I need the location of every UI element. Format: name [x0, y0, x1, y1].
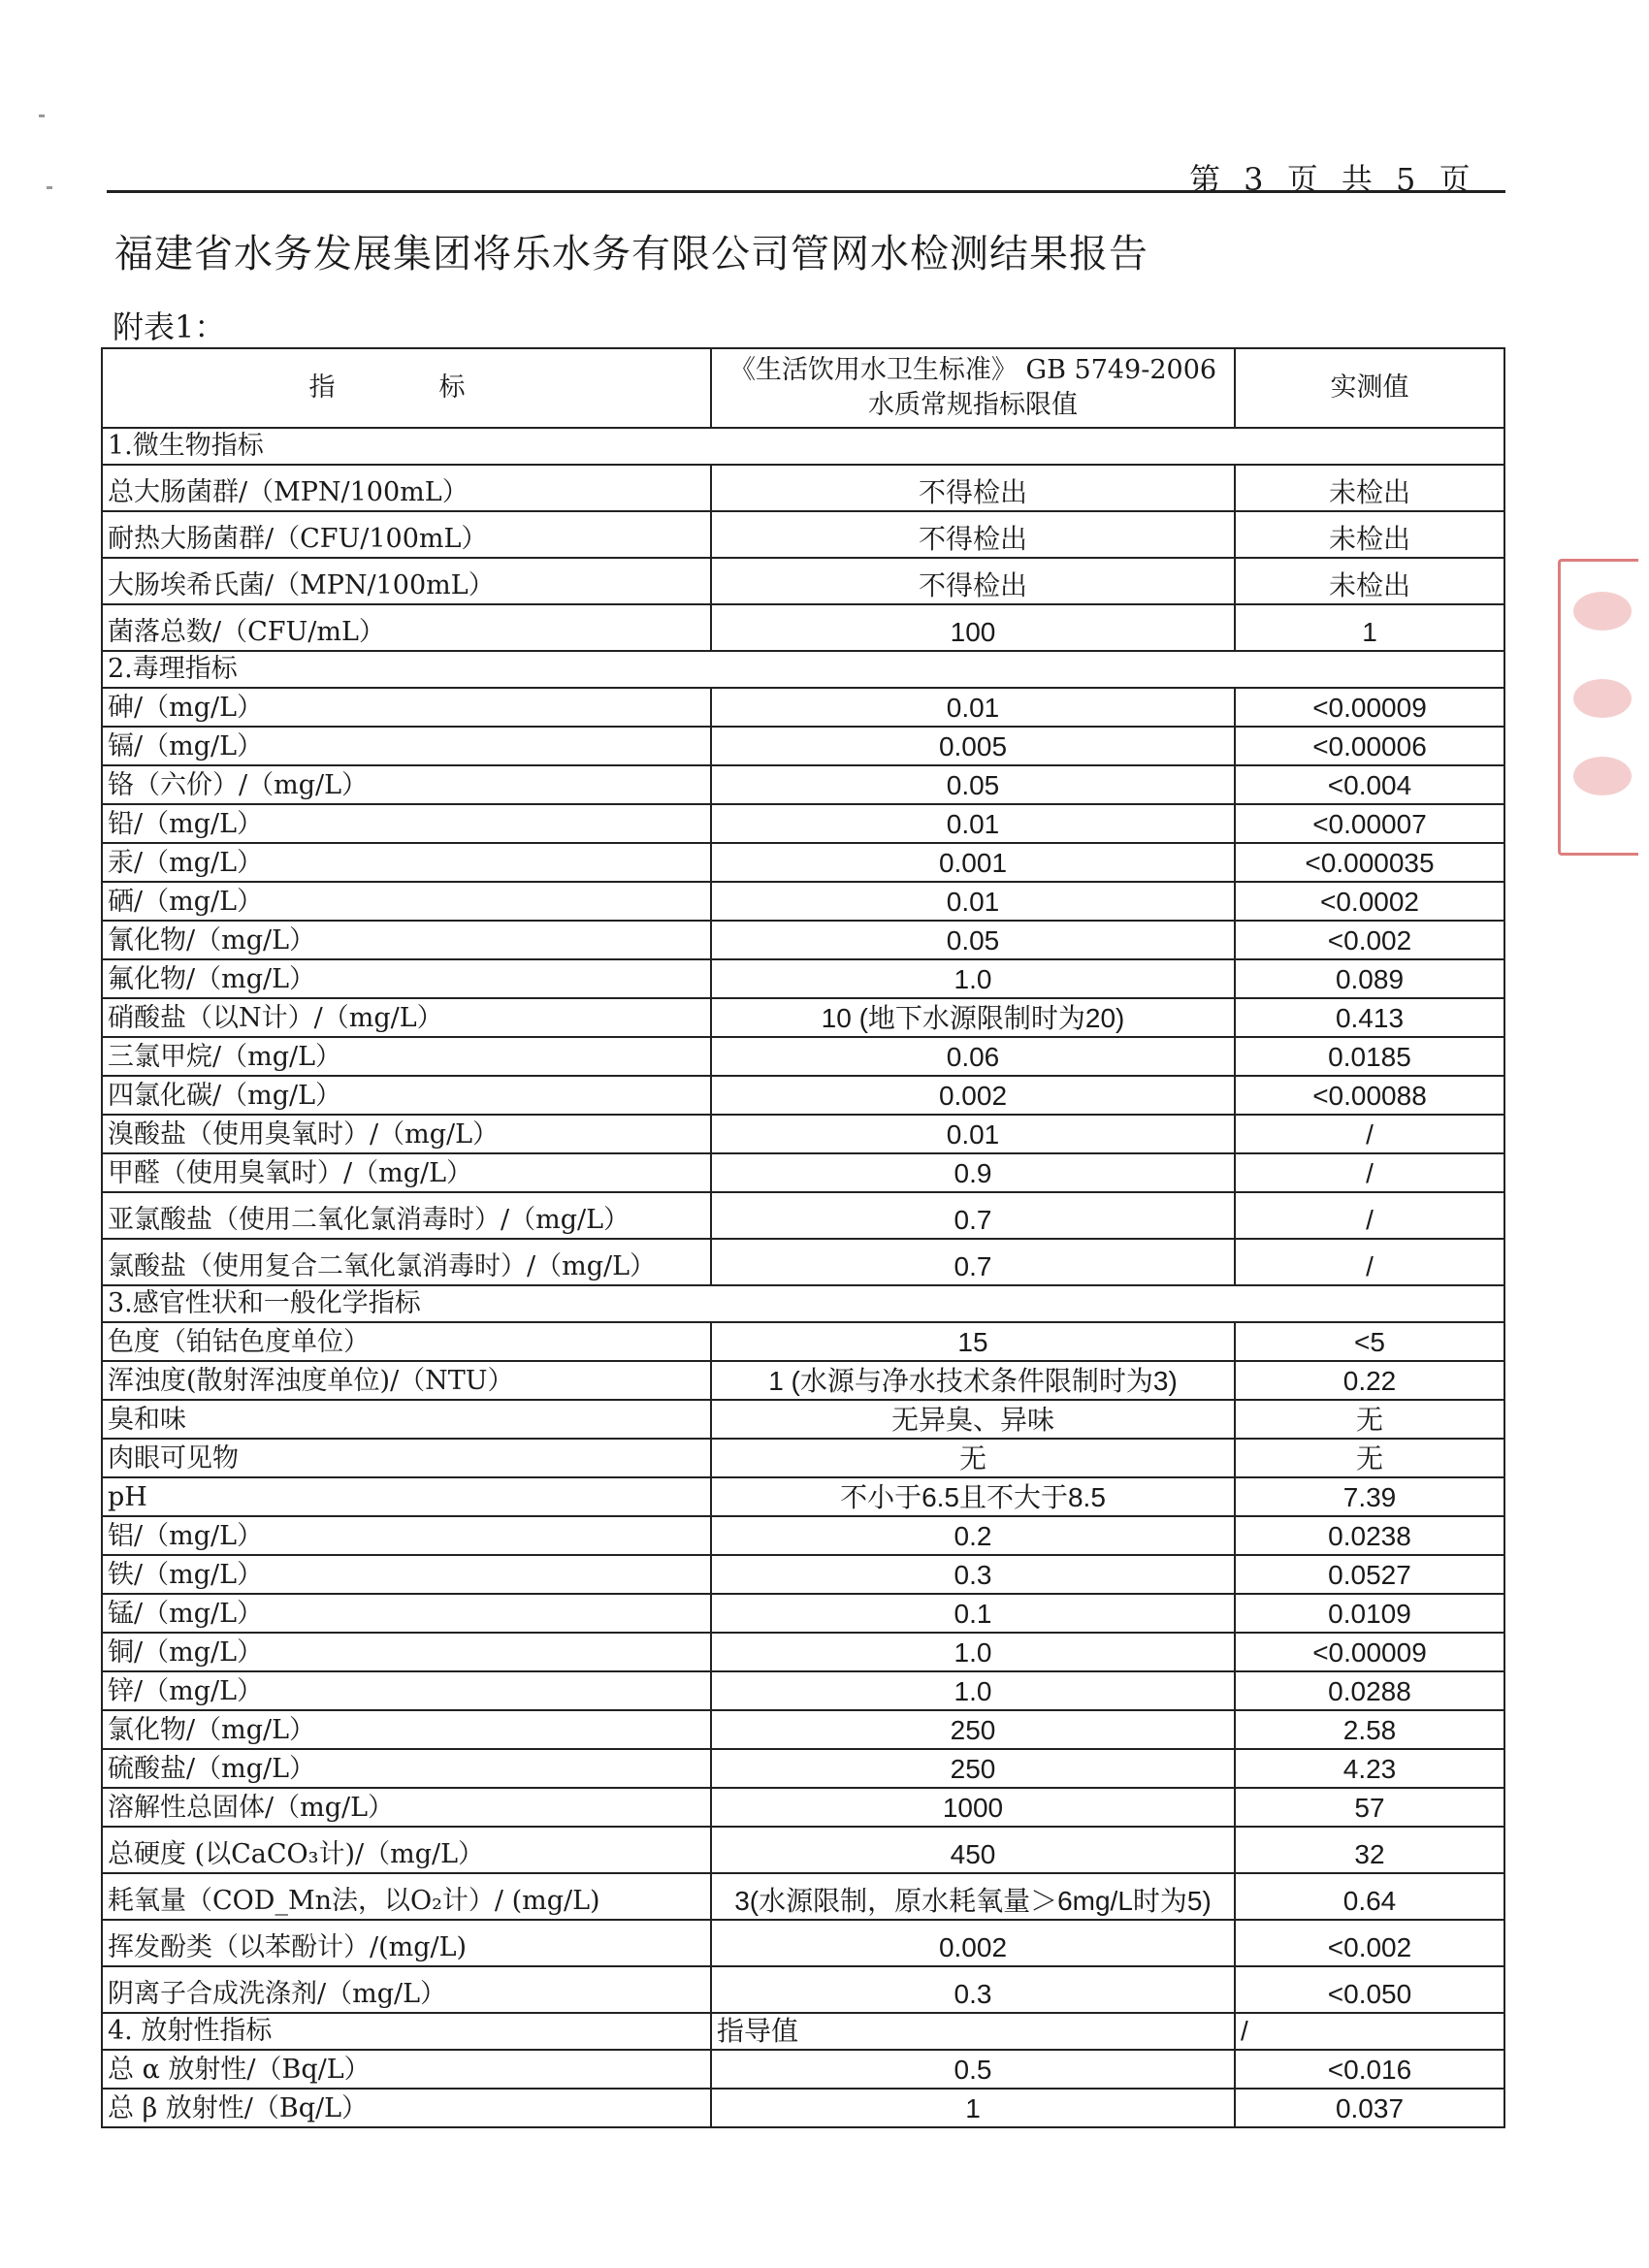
- table-row: [102, 1555, 1504, 1594]
- scan-mark: [47, 186, 52, 189]
- report-title: 福建省水务发展集团将乐水务有限公司管网水检测结果报告: [114, 232, 1148, 276]
- indicator-name: 挥发酚类（以苯酚计）/(mg/L): [102, 1920, 711, 1966]
- standard-limit: 15: [711, 1322, 1235, 1361]
- indicator-name: 亚氯酸盐（使用二氧化氯消毒时）/（mg/L）: [102, 1192, 711, 1239]
- section-row: [102, 428, 1504, 465]
- table-row: [102, 1594, 1504, 1633]
- indicator-name: 总大肠菌群/（MPN/100mL）: [102, 465, 711, 511]
- standard-limit: 1.0: [711, 1633, 1235, 1671]
- standard-limit: 0.05: [711, 921, 1235, 959]
- section-row: [102, 2013, 1504, 2050]
- indicator-name: 汞/（mg/L）: [102, 843, 711, 882]
- standard-limit: 1 (水源与净水技术条件限制时为3): [711, 1361, 1235, 1400]
- table-row: [102, 1966, 1504, 2013]
- section-title: 3.感官性状和一般化学指标: [102, 1285, 1504, 1322]
- table-row: [102, 1439, 1504, 1477]
- measured-value: 1: [1235, 604, 1504, 651]
- table-row: [102, 688, 1504, 727]
- measured-value: 0.413: [1235, 998, 1504, 1037]
- indicator-name: 四氯化碳/（mg/L）: [102, 1076, 711, 1115]
- standard-limit: 0.05: [711, 765, 1235, 804]
- indicator-name: 菌落总数/（CFU/mL）: [102, 604, 711, 651]
- table-row: [102, 765, 1504, 804]
- scan-mark: [39, 114, 45, 117]
- table-row: [102, 1827, 1504, 1873]
- standard-limit: 0.005: [711, 727, 1235, 765]
- standard-limit: 0.01: [711, 882, 1235, 921]
- table-row: [102, 1788, 1504, 1827]
- measured-value: <0.016: [1235, 2050, 1504, 2089]
- indicator-name: 铝/（mg/L）: [102, 1516, 711, 1555]
- table-row: [102, 1361, 1504, 1400]
- standard-limit: 0.1: [711, 1594, 1235, 1633]
- table-row: [102, 843, 1504, 882]
- seal-ink-mark: [1573, 592, 1632, 631]
- measured-value: <0.004: [1235, 765, 1504, 804]
- indicator-name: 溴酸盐（使用臭氧时）/（mg/L）: [102, 1115, 711, 1153]
- table-row: [102, 1633, 1504, 1671]
- indicator-name: 阴离子合成洗涤剂/（mg/L）: [102, 1966, 711, 2013]
- measured-value: 0.0185: [1235, 1037, 1504, 1076]
- standard-limit: 1.0: [711, 959, 1235, 998]
- section-limit: 指导值: [711, 2013, 1235, 2050]
- table-caption: 附表1：: [113, 308, 226, 345]
- seal-ink-mark: [1573, 679, 1632, 718]
- standard-limit: 0.9: [711, 1153, 1235, 1192]
- table-row: [102, 998, 1504, 1037]
- indicator-name: 总 α 放射性/（Bq/L）: [102, 2050, 711, 2089]
- indicator-name: 氯化物/（mg/L）: [102, 1710, 711, 1749]
- standard-limit: 不得检出: [711, 511, 1235, 558]
- measured-value: <0.000035: [1235, 843, 1504, 882]
- standard-limit: 0.01: [711, 804, 1235, 843]
- measured-value: /: [1235, 1192, 1504, 1239]
- table-row: [102, 1115, 1504, 1153]
- standard-limit: 250: [711, 1749, 1235, 1788]
- section-row: [102, 651, 1504, 688]
- measured-value: <0.00009: [1235, 688, 1504, 727]
- standard-limit: 0.01: [711, 1115, 1235, 1153]
- table-row: [102, 882, 1504, 921]
- indicator-name: 铜/（mg/L）: [102, 1633, 711, 1671]
- indicator-name: 溶解性总固体/（mg/L）: [102, 1788, 711, 1827]
- measured-value: <0.002: [1235, 1920, 1504, 1966]
- header-standard-line1: 《生活饮用水卫生标准》 GB 5749-2006: [728, 355, 1217, 385]
- measured-value: /: [1235, 1239, 1504, 1285]
- table-row: [102, 1749, 1504, 1788]
- indicator-name: 大肠埃希氏菌/（MPN/100mL）: [102, 558, 711, 604]
- section-title: 1.微生物指标: [102, 428, 1504, 465]
- indicator-name: 锌/（mg/L）: [102, 1671, 711, 1710]
- section-title: 4. 放射性指标: [102, 2013, 711, 2050]
- table-row: [102, 1239, 1504, 1285]
- measured-value: 0.089: [1235, 959, 1504, 998]
- indicator-name: 耗氧量（COD_Mn法，以O₂计）/ (mg/L): [102, 1873, 711, 1920]
- standard-limit: 0.7: [711, 1192, 1235, 1239]
- header-standard: [711, 348, 1235, 428]
- measured-value: 0.0527: [1235, 1555, 1504, 1594]
- indicator-name: 耐热大肠菌群/（CFU/100mL）: [102, 511, 711, 558]
- standard-limit: 0.01: [711, 688, 1235, 727]
- measured-value: <0.00009: [1235, 1633, 1504, 1671]
- table-row: [102, 1920, 1504, 1966]
- indicator-name: 总 β 放射性/（Bq/L）: [102, 2089, 711, 2127]
- header-indicator: 指 标: [102, 348, 711, 428]
- indicator-name: 氟化物/（mg/L）: [102, 959, 711, 998]
- indicator-name: 三氯甲烷/（mg/L）: [102, 1037, 711, 1076]
- indicator-name: 铅/（mg/L）: [102, 804, 711, 843]
- results-table: [101, 347, 1505, 2128]
- standard-limit: 100: [711, 604, 1235, 651]
- table-row: [102, 558, 1504, 604]
- standard-limit: 250: [711, 1710, 1235, 1749]
- section-value: /: [1235, 2013, 1504, 2050]
- table-row: [102, 1873, 1504, 1920]
- measured-value: <0.00006: [1235, 727, 1504, 765]
- section-title: 2.毒理指标: [102, 651, 1504, 688]
- header-rule: [107, 190, 1505, 193]
- measured-value: <0.0002: [1235, 882, 1504, 921]
- standard-limit: 1.0: [711, 1671, 1235, 1710]
- indicator-name: 氰化物/（mg/L）: [102, 921, 711, 959]
- table-row: [102, 1516, 1504, 1555]
- table-header-row: [102, 348, 1504, 428]
- measured-value: 32: [1235, 1827, 1504, 1873]
- measured-value: <0.00088: [1235, 1076, 1504, 1115]
- measured-value: /: [1235, 1153, 1504, 1192]
- standard-limit: 0.06: [711, 1037, 1235, 1076]
- section-row: [102, 1285, 1504, 1322]
- standard-limit: 450: [711, 1827, 1235, 1873]
- measured-value: 未检出: [1235, 511, 1504, 558]
- indicator-name: 总硬度 (以CaCO₃计)/（mg/L）: [102, 1827, 711, 1873]
- standard-limit: 0.7: [711, 1239, 1235, 1285]
- standard-limit: 无: [711, 1439, 1235, 1477]
- measured-value: 57: [1235, 1788, 1504, 1827]
- standard-limit: 1000: [711, 1788, 1235, 1827]
- table-row: [102, 2050, 1504, 2089]
- standard-limit: 0.5: [711, 2050, 1235, 2089]
- table-row: [102, 1322, 1504, 1361]
- table-row: [102, 1192, 1504, 1239]
- measured-value: 0.0238: [1235, 1516, 1504, 1555]
- standard-limit: 0.001: [711, 843, 1235, 882]
- measured-value: 无: [1235, 1400, 1504, 1439]
- standard-limit: 不得检出: [711, 558, 1235, 604]
- standard-limit: 0.002: [711, 1920, 1235, 1966]
- indicator-name: 氯酸盐（使用复合二氧化氯消毒时）/（mg/L）: [102, 1239, 711, 1285]
- indicator-name: 锰/（mg/L）: [102, 1594, 711, 1633]
- table-row: [102, 727, 1504, 765]
- standard-limit: 0.3: [711, 1555, 1235, 1594]
- table-row: [102, 1037, 1504, 1076]
- measured-value: <0.00007: [1235, 804, 1504, 843]
- table-row: [102, 1477, 1504, 1516]
- standard-limit: 1: [711, 2089, 1235, 2127]
- measured-value: 4.23: [1235, 1749, 1504, 1788]
- indicator-name: 铁/（mg/L）: [102, 1555, 711, 1594]
- indicator-name: 肉眼可见物: [102, 1439, 711, 1477]
- indicator-name: 甲醛（使用臭氧时）/（mg/L）: [102, 1153, 711, 1192]
- measured-value: 未检出: [1235, 465, 1504, 511]
- indicator-name: 色度（铂钴色度单位）: [102, 1322, 711, 1361]
- standard-limit: 无异臭、异味: [711, 1400, 1235, 1439]
- table-row: [102, 1076, 1504, 1115]
- measured-value: 2.58: [1235, 1710, 1504, 1749]
- table-row: [102, 921, 1504, 959]
- standard-limit: 不得检出: [711, 465, 1235, 511]
- measured-value: 未检出: [1235, 558, 1504, 604]
- table-row: [102, 2089, 1504, 2127]
- table-row: [102, 604, 1504, 651]
- standard-limit: 10 (地下水源限制时为20): [711, 998, 1235, 1037]
- table-row: [102, 959, 1504, 998]
- standard-limit: 0.002: [711, 1076, 1235, 1115]
- header-measured: 实测值: [1235, 348, 1504, 428]
- measured-value: <0.050: [1235, 1966, 1504, 2013]
- table-row: [102, 511, 1504, 558]
- measured-value: /: [1235, 1115, 1504, 1153]
- page-number: 第 3 页 共 5 页: [1189, 161, 1472, 198]
- table-row: [102, 1400, 1504, 1439]
- measured-value: 无: [1235, 1439, 1504, 1477]
- standard-limit: 0.3: [711, 1966, 1235, 2013]
- measured-value: 0.0109: [1235, 1594, 1504, 1633]
- table-row: [102, 1671, 1504, 1710]
- table-row: [102, 1710, 1504, 1749]
- indicator-name: 硒/（mg/L）: [102, 882, 711, 921]
- measured-value: <5: [1235, 1322, 1504, 1361]
- measured-value: 7.39: [1235, 1477, 1504, 1516]
- measured-value: 0.0288: [1235, 1671, 1504, 1710]
- indicator-name: 浑浊度(散射浑浊度单位)/（NTU）: [102, 1361, 711, 1400]
- indicator-name: pH: [102, 1477, 711, 1516]
- standard-limit: 3(水源限制，原水耗氧量＞6mg/L时为5): [711, 1873, 1235, 1920]
- standard-limit: 不小于6.5且不大于8.5: [711, 1477, 1235, 1516]
- indicator-name: 硝酸盐（以N计）/（mg/L）: [102, 998, 711, 1037]
- indicator-name: 砷/（mg/L）: [102, 688, 711, 727]
- measured-value: 0.037: [1235, 2089, 1504, 2127]
- header-standard-line2: 水质常规指标限值: [868, 390, 1078, 420]
- table-row: [102, 1153, 1504, 1192]
- table-row: [102, 465, 1504, 511]
- indicator-name: 镉/（mg/L）: [102, 727, 711, 765]
- indicator-name: 铬（六价）/（mg/L）: [102, 765, 711, 804]
- measured-value: 0.64: [1235, 1873, 1504, 1920]
- seal-ink-mark: [1573, 757, 1632, 795]
- indicator-name: 臭和味: [102, 1400, 711, 1439]
- table-row: [102, 804, 1504, 843]
- measured-value: 0.22: [1235, 1361, 1504, 1400]
- measured-value: <0.002: [1235, 921, 1504, 959]
- standard-limit: 0.2: [711, 1516, 1235, 1555]
- indicator-name: 硫酸盐/（mg/L）: [102, 1749, 711, 1788]
